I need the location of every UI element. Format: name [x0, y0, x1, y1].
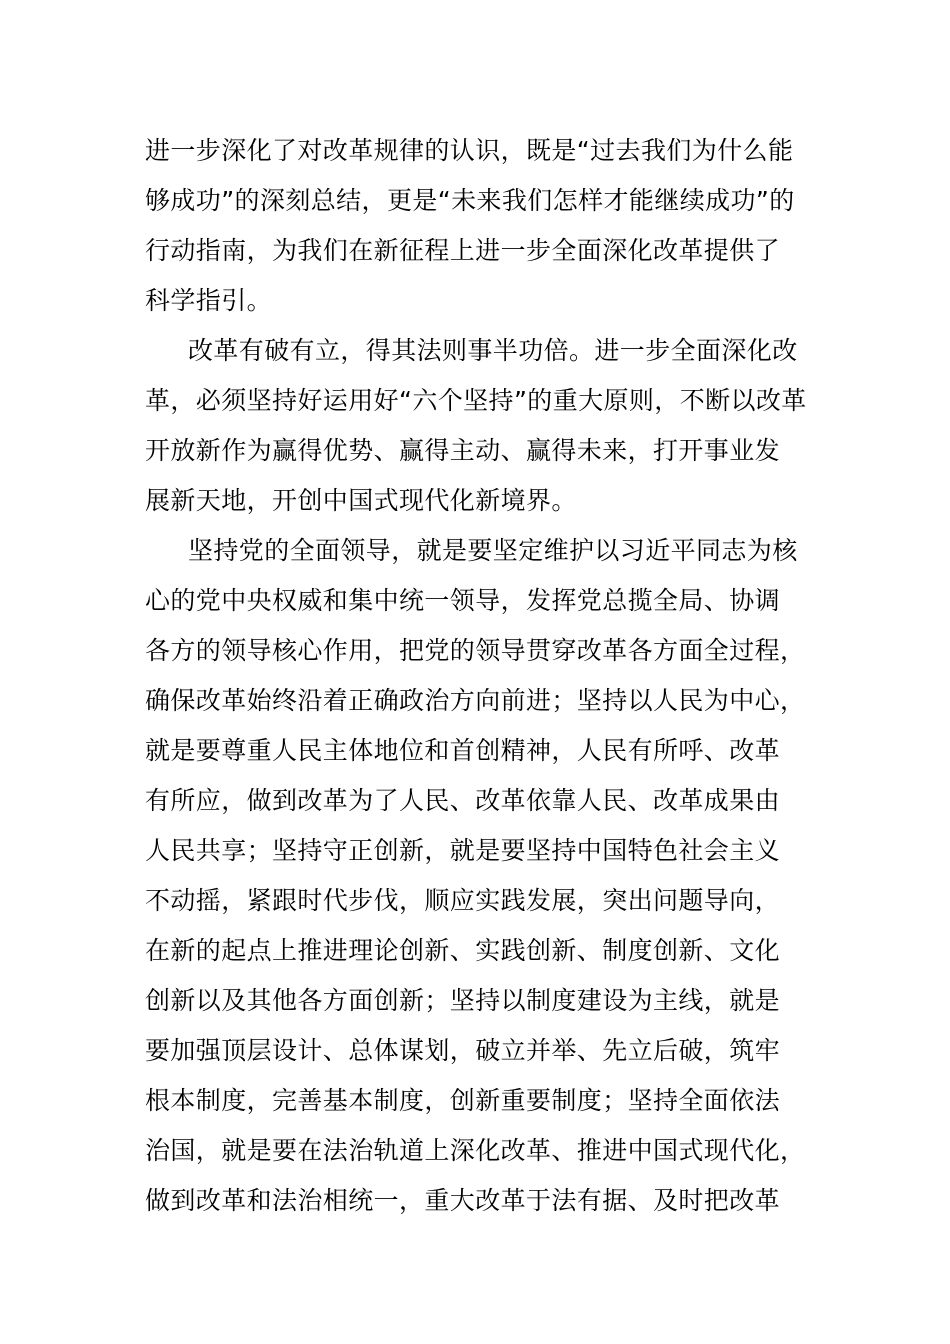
text-line-1: 进一步深化了对改革规律的认识，既是“过去我们为什么能	[145, 136, 794, 165]
text-line-5: 改革有破有立，得其法则事半功倍。进一步全面深化改	[188, 336, 798, 365]
text-line-7: 开放新作为赢得优势、赢得主动、赢得未来，打开事业发	[145, 436, 781, 465]
text-line-18: 创新以及其他各方面创新；坚持以制度建设为主线，就是	[145, 986, 781, 1015]
text-line-6: 革，必须坚持好运用好“六个坚持”的重大原则，不断以改革	[145, 386, 807, 415]
text-line-15: 人民共享；坚持守正创新，就是要坚持中国特色社会主义	[145, 836, 781, 865]
text-line-21: 治国，就是要在法治轨道上深化改革、推进中国式现代化，	[145, 1136, 806, 1165]
text-line-10: 心的党中央权威和集中统一领导，发挥党总揽全局、协调	[145, 586, 781, 615]
text-line-3: 行动指南，为我们在新征程上进一步全面深化改革提供了	[145, 236, 781, 265]
text-line-12: 确保改革始终沿着正确政治方向前进；坚持以人民为中心，	[145, 686, 806, 715]
text-line-20: 根本制度，完善基本制度，创新重要制度；坚持全面依法	[145, 1086, 781, 1115]
text-line-14: 有所应，做到改革为了人民、改革依靠人民、改革成果由	[145, 786, 781, 815]
text-line-19: 要加强顶层设计、总体谋划，破立并举、先立后破，筑牢	[145, 1036, 781, 1065]
text-line-17: 在新的起点上推进理论创新、实践创新、制度创新、文化	[145, 936, 781, 965]
text-line-8: 展新天地，开创中国式现代化新境界。	[145, 486, 577, 515]
text-line-2: 够成功”的深刻总结，更是“未来我们怎样才能继续成功”的	[145, 186, 795, 215]
text-line-13: 就是要尊重人民主体地位和首创精神，人民有所呼、改革	[145, 736, 781, 765]
text-line-22: 做到改革和法治相统一，重大改革于法有据、及时把改革	[145, 1186, 781, 1215]
text-line-9: 坚持党的全面领导，就是要坚定维护以习近平同志为核	[188, 536, 798, 565]
text-line-11: 各方的领导核心作用，把党的领导贯穿改革各方面全过程，	[145, 636, 806, 665]
text-line-16: 不动摇，紧跟时代步伐，顺应实践发展，突出问题导向，	[145, 886, 781, 915]
text-line-4: 科学指引。	[145, 286, 273, 315]
